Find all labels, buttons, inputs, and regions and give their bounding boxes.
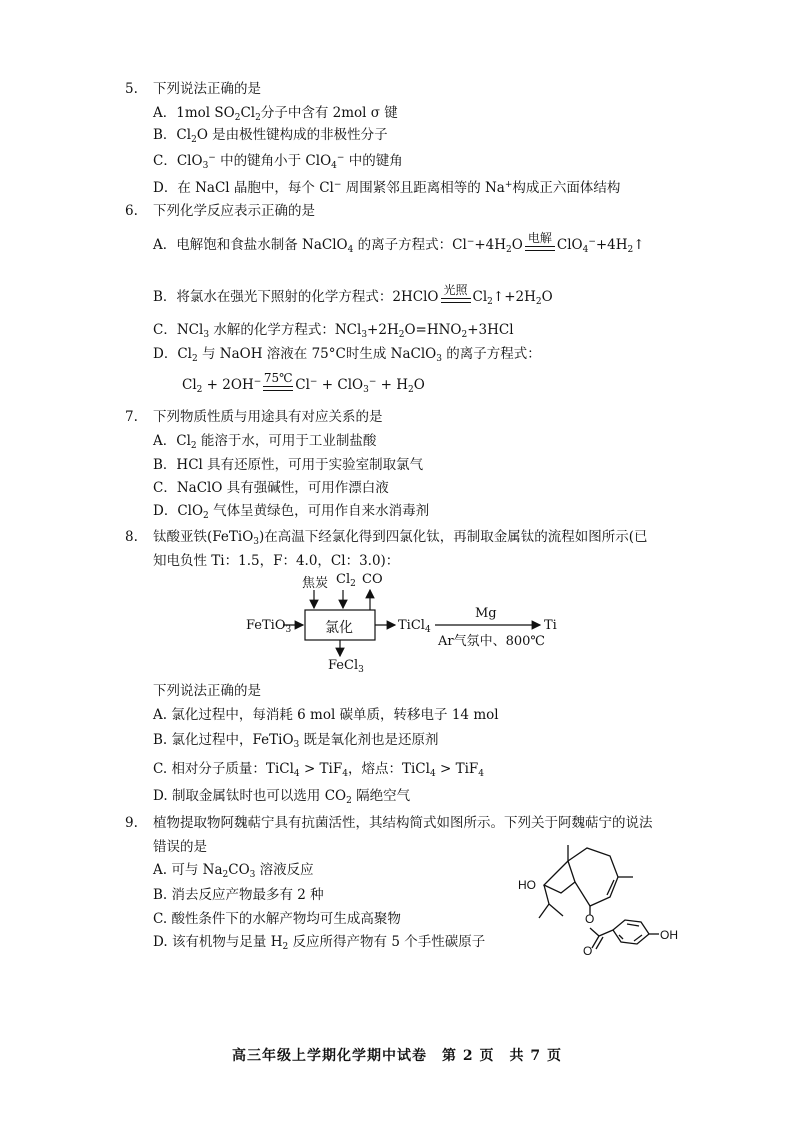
question-stem-cont: 错误的是	[153, 839, 207, 855]
byproduct-label: FeCl$_3$	[328, 658, 364, 675]
option-c: C．NCl$_3$ 水解的化学方程式：$NCl_3+2H_2O=HNO_2+3HCl$	[153, 322, 514, 340]
reactant-label: FeTiO$_3$	[246, 618, 292, 635]
question-number: 6.	[125, 203, 138, 219]
phenol-oh-label: OH	[660, 928, 678, 942]
option-b: B．将氯水在强光下照射的化学方程式：2HClO 光照 $Cl_2↑+2H_2O$	[153, 283, 553, 307]
condition-label: Ar气氛中、800℃	[438, 634, 545, 649]
question-number: 7.	[125, 409, 138, 425]
reaction-condition: 电解	[525, 232, 555, 251]
question-number: 5.	[125, 81, 138, 97]
input-chlorine-label: $Cl_2$	[336, 572, 356, 589]
option-b: B．$Cl_2O$ 是由极性键构成的非极性分子	[153, 127, 388, 145]
output-co-label: CO	[362, 572, 383, 587]
option-a: A. 可与 $Na_2CO_3$ 溶液反应	[153, 862, 314, 880]
option-c: C．ClO$_3$− 中的键角小于 ClO$_4$− 中的键角	[153, 153, 403, 171]
option-d: D．$Cl_2$ 与 NaOH 溶液在 75°C时生成 NaClO$_3$ 的离子方程式：	[153, 346, 541, 364]
option-c: C. 酸性条件下的水解产物均可生成高聚物	[153, 911, 401, 927]
option-c: C. 相对分子质量：TiCl$_4$ > TiF$_4$，熔点：TiCl$_4$ > TiF$_4$	[153, 761, 485, 779]
option-c: C．NaClO 具有强碱性，可用作漂白液	[153, 480, 389, 496]
molecule-skeleton	[515, 840, 680, 960]
option-a: A. 氯化过程中，每消耗 6 mol 碳单质，转移电子 14 mol	[153, 707, 499, 723]
sub-stem: 下列说法正确的是	[153, 683, 261, 699]
option-d: D. 该有机物与足量 $H_2$ 反应所得产物有 5 个手性碳原子	[153, 934, 486, 952]
ester-oxygen-label: O	[585, 912, 595, 926]
option-a: A．$Cl_2$ 能溶于水，可用于工业制盐酸	[153, 433, 377, 451]
option-a: A．电解饱和食盐水制备 NaClO$_4$ 的离子方程式：$Cl^-+4H_2O$ 电解 $ClO_4^-+4H_2↑$	[153, 231, 645, 255]
carbonyl-oxygen-label: O	[583, 944, 593, 958]
question-number: 8.	[125, 529, 138, 545]
structure-formula-diagram	[515, 840, 680, 960]
equation: $Cl_2 + 2OH^-$ 75℃ $Cl^- + ClO_3^- + H_2O$	[182, 371, 425, 395]
reagent-label: Mg	[475, 606, 497, 621]
question-stem-cont: 知电负性 Ti：1.5，F：4.0，Cl：3.0)：	[153, 553, 400, 569]
hydroxyl-label: HO	[518, 878, 536, 892]
question-stem: 下列物质性质与用途具有对应关系的是	[153, 409, 383, 425]
option-b: B．HCl 具有还原性，可用于实验室制取氯气	[153, 457, 424, 473]
question-stem: 钛酸亚铁(FeTiO$_3$)在高温下经氯化得到四氯化钛，再制取金属钛的流程如图所示(已	[153, 529, 648, 547]
option-b: B. 氯化过程中，FeTiO$_3$ 既是氧化剂也是还原剂	[153, 732, 439, 750]
option-a: A．1mol $SO_2Cl_2$分子中含有 2mol σ 键	[153, 105, 398, 123]
option-d: D. 制取金属钛时也可以选用 $CO_2$ 隔绝空气	[153, 788, 411, 806]
input-coke-label: 焦炭	[302, 576, 329, 591]
question-stem: 下列化学反应表示正确的是	[153, 203, 315, 219]
page-footer: 高三年级上学期化学期中试卷 第 2 页 共 7 页	[232, 1048, 562, 1064]
reaction-condition: 光照	[441, 284, 471, 303]
question-stem: 下列说法正确的是	[153, 81, 261, 97]
option-d: D．ClO$_2$ 气体呈黄绿色，可用作自来水消毒剂	[153, 503, 430, 521]
option-b: B. 消去反应产物最多有 2 种	[153, 887, 324, 903]
question-stem: 植物提取物阿魏萜宁具有抗菌活性，其结构简式如图所示。下列关于阿魏萜宁的说法	[153, 815, 653, 831]
process-flow-diagram	[240, 568, 580, 678]
question-number: 9.	[125, 815, 138, 831]
product-label: Ti	[544, 618, 557, 633]
intermediate-label: TiCl$_4$	[398, 618, 431, 635]
process-box-label: 氯化	[325, 620, 353, 636]
option-d: D．在 NaCl 晶胞中，每个 Cl− 周围紧邻且距离相等的 Na+构成正六面体结构	[153, 180, 621, 196]
reaction-condition: 75℃	[263, 372, 293, 391]
